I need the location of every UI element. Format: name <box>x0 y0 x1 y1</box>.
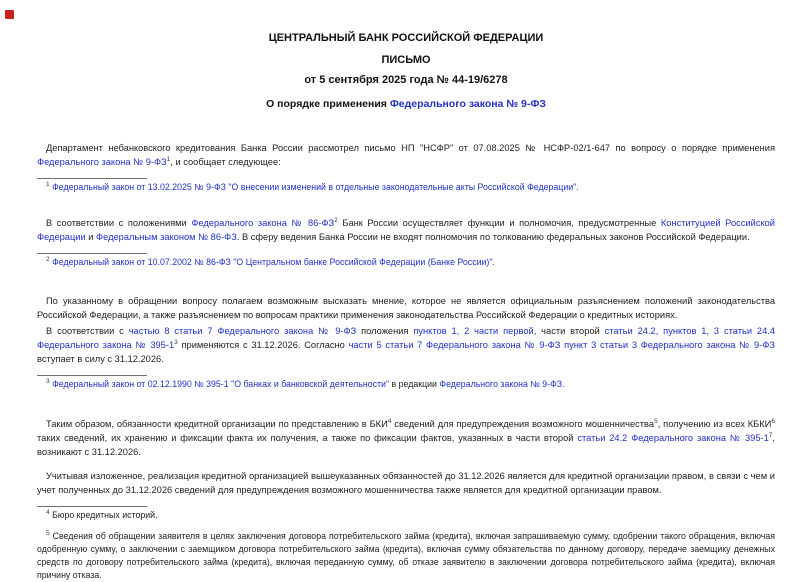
paragraph-3 <box>37 294 775 322</box>
footnote-marker: 6 <box>771 417 775 425</box>
law-link[interactable]: статьи 24.2, пунктов 1, 3 статьи 24.4 Федерального закона № 395-1 <box>37 326 776 350</box>
text-run: , части второй <box>533 326 605 336</box>
law-link[interactable]: пунктов 1, 2 части первой <box>413 326 534 336</box>
footnote-marker: 3 <box>46 378 50 386</box>
footnote-5 <box>37 530 775 582</box>
footnote-separator <box>37 253 147 254</box>
law-link[interactable]: Федеральным законом № 86-ФЗ <box>96 232 237 242</box>
footnote-marker: 7 <box>768 431 773 439</box>
header-date-number <box>37 74 775 87</box>
law-link[interactable]: Федерального закона № 9-ФЗ <box>439 379 563 389</box>
text-run: Бюро кредитных историй. <box>49 510 158 520</box>
footnote-separator <box>37 375 147 376</box>
law-link[interactable]: пункт 3 статьи 3 Федерального закона № 9-ФЗ <box>564 340 776 350</box>
footnote-marker: 1 <box>166 155 171 163</box>
footnote-marker: 4 <box>387 417 392 425</box>
text-run: и <box>85 232 97 242</box>
paragraph-5 <box>37 417 775 459</box>
law-link[interactable]: Федерального закона № 86-ФЗ <box>191 218 335 228</box>
footnote-marker: 5 <box>46 530 50 538</box>
text-run: Банк России осуществляет функции и полномочия, предусмотренные <box>337 218 661 228</box>
footnote-4 <box>37 509 775 522</box>
text-run: вступает в силу с 31.12.2026. <box>37 354 164 364</box>
footnote-marker: 2 <box>334 216 338 224</box>
law-link[interactable]: Федеральный закон от 02.12.1990 № 395-1 "О банках и банковской деятельности" <box>52 379 390 389</box>
text-run: . <box>562 379 565 389</box>
text-run: В соответствии с <box>46 326 129 336</box>
law-link[interactable]: Федерального закона № 9-ФЗ <box>389 98 546 110</box>
text-run: В соответствии с положениями <box>46 218 192 228</box>
law-link[interactable]: Федеральный закон от 10.07.2002 № 86-ФЗ "О Центральном банке Российской Федерации (Банке России)". <box>52 257 495 267</box>
footnote-1 <box>37 181 775 194</box>
law-link[interactable]: статьи 24.2 Федерального закона № 395-1 <box>577 433 769 443</box>
paragraph-4 <box>37 324 775 366</box>
paragraph-2 <box>37 216 775 244</box>
footnote-separator <box>37 178 147 179</box>
footnote-marker: 3 <box>174 338 178 346</box>
paragraph-1 <box>37 141 775 169</box>
law-link[interactable]: Федеральный закон от 13.02.2025 № 9-ФЗ "О внесении изменений в отдельные законодательные акты Российской Федерации". <box>52 182 579 192</box>
text-run: таких сведений, их хранению и фиксации факта их получения, а также по фиксации фактов, указанных в части второй <box>37 433 578 443</box>
text-run: положения <box>356 326 414 336</box>
text-run: ПИСЬМО <box>381 54 431 66</box>
text-run: О порядке применения <box>266 98 390 110</box>
text-run: ЦЕНТРАЛЬНЫЙ БАНК РОССИЙСКОЙ ФЕДЕРАЦИИ <box>268 32 544 44</box>
text-run: , получению из всех КБКИ <box>657 419 772 429</box>
text-run: в редакции <box>389 379 440 389</box>
paragraph-6 <box>37 469 775 497</box>
footnote-marker: 5 <box>654 417 658 425</box>
footnote-marker: 4 <box>46 509 50 517</box>
law-link[interactable]: Конституцией Российской Федерации <box>37 218 775 242</box>
text-run: . В сферу ведения Банка России не входят полномочия по толкованию федеральных законов Российской Федерации. <box>236 232 750 242</box>
text-run: от 5 сентября 2025 года № 44-19/6278 <box>304 74 508 86</box>
text-run: применяются с 31.12.2026. Согласно <box>177 340 349 350</box>
document-subject <box>37 98 775 111</box>
text-run: Таким образом, обязанности кредитной организации по представлению в БКИ <box>46 419 388 429</box>
text-run: Департамент небанковского кредитования Банка России рассмотрел письмо НП "НСФР" от 07.08.2025 № НСФР-02/1-647 по вопросу о порядке применения <box>46 143 775 153</box>
law-link[interactable]: части 5 статьи 7 Федерального закона № 9-ФЗ <box>348 340 561 350</box>
law-link[interactable]: частью 8 статьи 7 Федерального закона № 9-ФЗ <box>128 326 357 336</box>
footnote-marker: 2 <box>46 256 50 264</box>
header-org <box>37 32 775 45</box>
footnote-2 <box>37 256 775 269</box>
text-run: , возникают с 31.12.2026. <box>37 433 775 457</box>
law-link[interactable]: Федерального закона № 9-ФЗ <box>37 157 167 167</box>
footnote-3 <box>37 378 775 391</box>
footnote-marker: 1 <box>46 181 50 189</box>
text-run: По указанному в обращении вопросу полагаем возможным высказать мнение, которое не является официальным разъяснением положений законодательства Российской Федерации, а также разъяснением по вопросам практики применения законодательства Российской Федерации о кредитных историях. <box>37 296 775 320</box>
text-run: Учитывая изложенное, реализация кредитной организацией вышеуказанных обязанностей до 31.12.2026 является для кредитной организации правом, в связи с чем и учет полученных до 31.12.2026 сведений для предупреждения возможного мошенничества также является для кредитной организации правом. <box>37 471 775 495</box>
text-run: сведений для предупреждения возможного мошенничества <box>391 419 655 429</box>
footnote-separator <box>37 506 147 507</box>
header-doc-type <box>37 54 775 67</box>
text-run: Сведения об обращении заявителя в целях заключения договора потребительского займа (кредита), включая запрашиваемую сумму, одобрении такого обращения, включая одобренную сумму, о заключении с заемщиком договора потребительского займа (кредита), включая сумму обязательства по данному договору, передаче заемщику денежных средств по договору потребительского займа (кредита), включая переданную сумму, об отказе заявителю в заключении договора потребительского займа (кредита), включая причину отказа. <box>37 531 775 580</box>
text-run: , и сообщает следующее: <box>170 157 281 167</box>
